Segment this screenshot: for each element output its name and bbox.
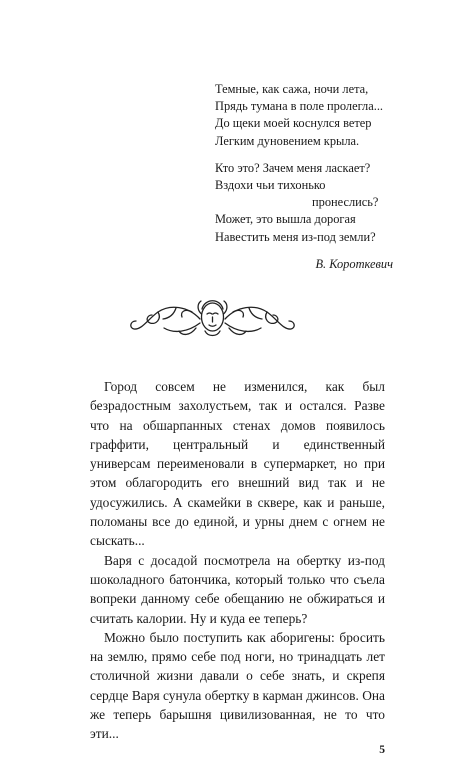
- epigraph-line: До щеки моей коснулся ветер: [215, 116, 372, 131]
- epigraph-line: Вздохи чьи тихонько: [215, 178, 326, 193]
- epigraph-line: Навестить меня из-под земли?: [215, 229, 376, 244]
- epigraph-line: Легким дуновением крыла.: [215, 133, 360, 148]
- epigraph-stanza-1: [215, 81, 415, 150]
- epigraph-line: пронеслись?: [312, 195, 379, 210]
- paragraph: Варя с досадой посмотрела на обертку из-под шоколадного батончика, который только что съела вопреки данному себе обещанию не обжираться и считать калории. Ну и куда ее теперь?: [90, 552, 385, 626]
- epigraph: [215, 81, 415, 273]
- page-number: 5: [379, 744, 385, 756]
- epigraph-stanza-2: [215, 160, 415, 246]
- body-text: [90, 377, 385, 744]
- baroque-angel-head-ornament-icon: [130, 292, 295, 342]
- epigraph-line: Кто это? Зачем меня ласкает?: [215, 160, 371, 175]
- epigraph-line: Прядь тумана в поле пролегла...: [215, 99, 384, 114]
- epigraph-line: Темные, как сажа, ночи лета,: [215, 82, 369, 96]
- paragraph: Можно было поступить как аборигены: бросить на землю, прямо себе под ноги, но тринадцать лет столичной жизни давали о себе знать, и скрепя сердце Варя сунула обертку в карман джинсов. Она же теперь барышня цивилизованная, не то что эти...: [90, 629, 385, 742]
- epigraph-line: Может, это вышла дорогая: [215, 212, 356, 227]
- paragraph: Город совсем не изменился, как был безрадостным захолустьем, так и остался. Разве что на обшарпанных стенах домов появилось граффити, центральный и единственный универсам переименовали в супермаркет, но при этом облагородить его внешний вид так и не удосужились. А скамейки в сквере, как и раньше, поломаны все до единой, и урны днем с огнем не сыскать...: [90, 379, 385, 549]
- epigraph-author: В. Короткевич: [315, 256, 393, 271]
